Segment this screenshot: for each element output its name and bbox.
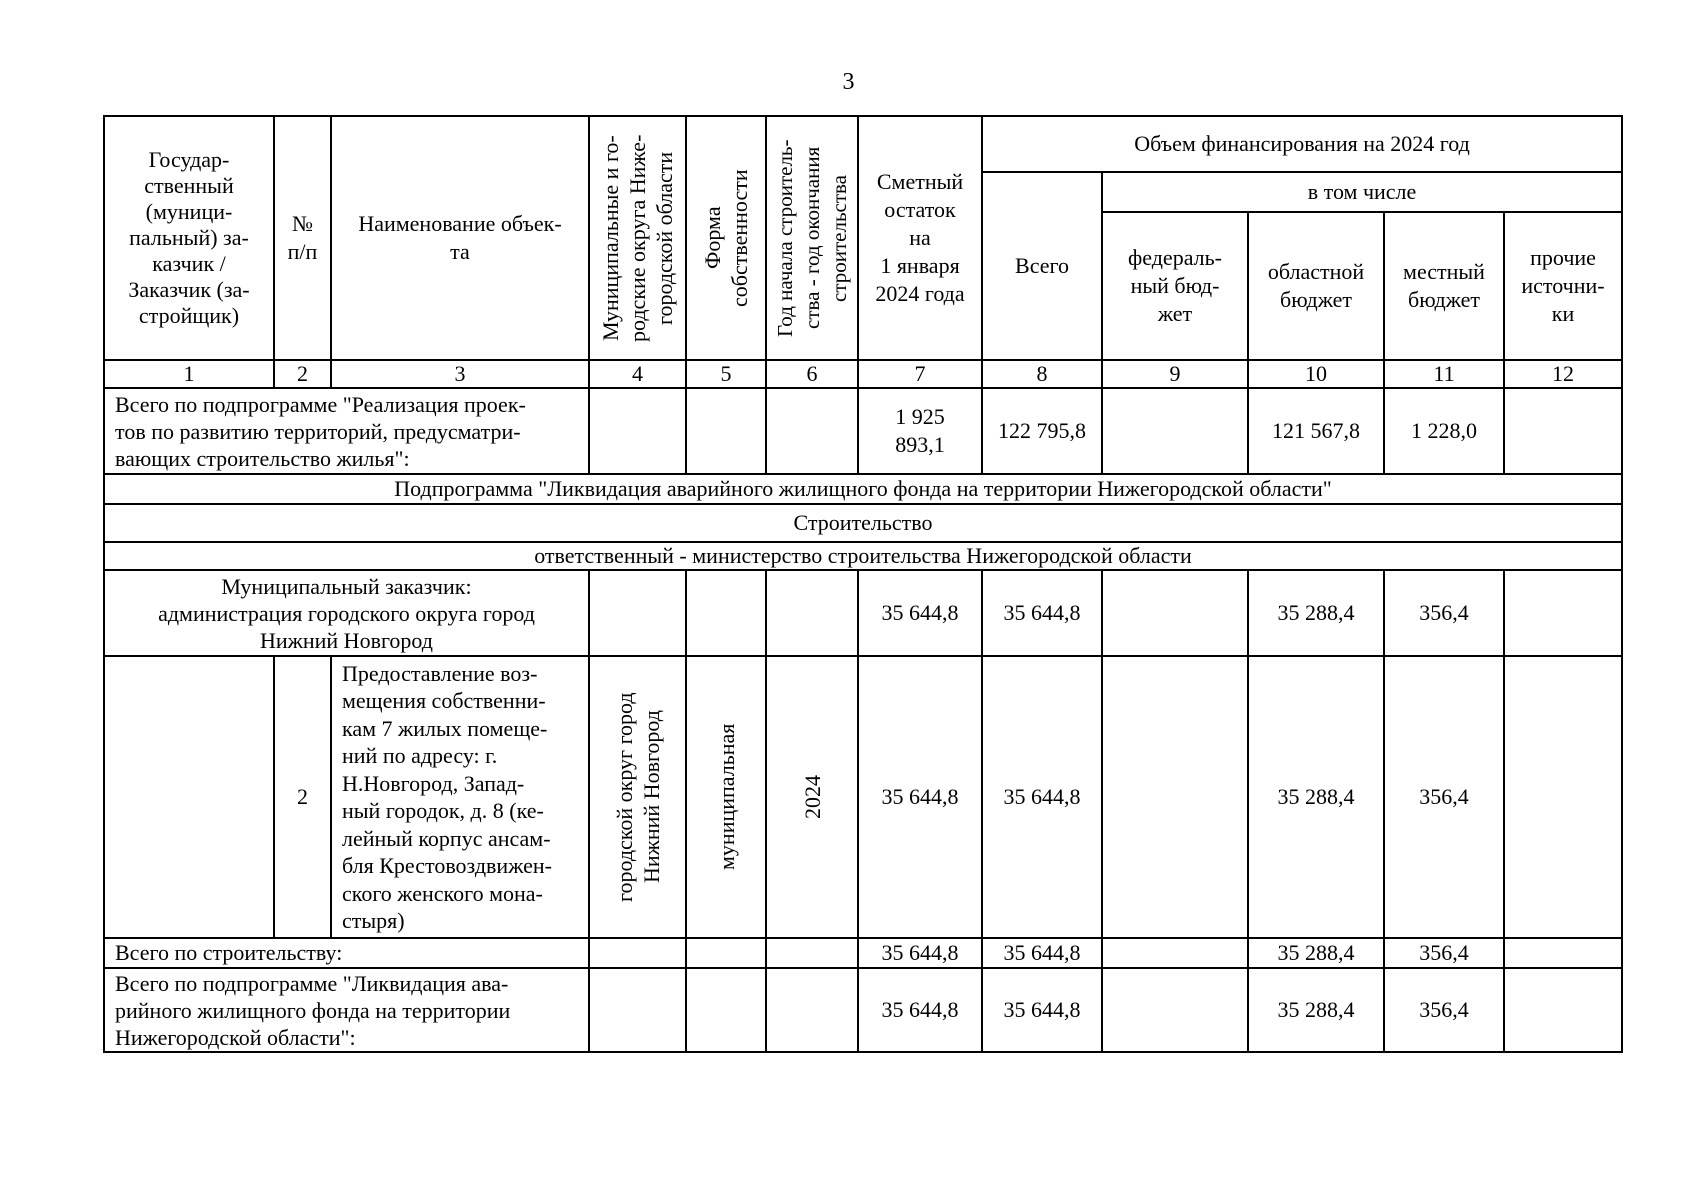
header-estimate: Сметный остаток на 1 января 2024 года <box>858 116 982 360</box>
cell-total: 35 644,8 <box>982 938 1102 968</box>
header-local: местный бюджет <box>1384 212 1504 360</box>
cell-total: 122 795,8 <box>982 388 1102 474</box>
header-ownership <box>686 116 766 360</box>
row-label: Всего по подпрограмме "Реализация проек- тов по развитию территорий, предусматри- вающих строительство жилья": <box>104 388 589 474</box>
header-municipality-text: Муниципальные и го- родские округа Ниже- городской области <box>598 134 677 342</box>
column-number: 5 <box>686 360 766 388</box>
cell-local: 356,4 <box>1384 938 1504 968</box>
cell-local: 356,4 <box>1384 968 1504 1052</box>
cell-estimate: 35 644,8 <box>858 570 982 656</box>
cell-other <box>1504 656 1622 938</box>
table-row-section-title <box>104 504 1622 542</box>
row-label: Муниципальный заказчик: администрация городского округа город Нижний Новгород <box>104 570 589 656</box>
header-municipality <box>589 116 686 360</box>
column-number: 11 <box>1384 360 1504 388</box>
column-numbers-row <box>104 360 1622 388</box>
cell-federal <box>1102 388 1248 474</box>
cell-years-text: 2024 <box>799 775 825 819</box>
cell-local: 356,4 <box>1384 656 1504 938</box>
cell-ownership <box>686 388 766 474</box>
row-label: Всего по строительству: <box>104 938 589 968</box>
header-years <box>766 116 858 360</box>
cell-ownership <box>686 656 766 938</box>
cell-local: 356,4 <box>1384 570 1504 656</box>
cell-municipality <box>589 656 686 938</box>
cell-federal <box>1102 570 1248 656</box>
cell-other <box>1504 938 1622 968</box>
cell-federal <box>1102 968 1248 1052</box>
cell-municipality <box>589 938 686 968</box>
table-row-construction-total <box>104 938 1622 968</box>
cell-total: 35 644,8 <box>982 570 1102 656</box>
column-number: 2 <box>274 360 331 388</box>
header-federal: федераль- ный бюд- жет <box>1102 212 1248 360</box>
column-number: 10 <box>1248 360 1384 388</box>
cell-years <box>766 656 858 938</box>
cell-regional: 35 288,4 <box>1248 656 1384 938</box>
column-number: 9 <box>1102 360 1248 388</box>
column-number: 8 <box>982 360 1102 388</box>
subprogram-title: Подпрограмма "Ликвидация аварийного жилищного фонда на территории Нижегородской области" <box>104 474 1622 504</box>
column-number: 7 <box>858 360 982 388</box>
header-object-name: Наименование объек- та <box>331 116 589 360</box>
section-title: Строительство <box>104 504 1622 542</box>
table-row-customer <box>104 570 1622 656</box>
cell-years <box>766 388 858 474</box>
cell-other <box>1504 968 1622 1052</box>
cell-other <box>1504 388 1622 474</box>
cell-municipality-text: городской округ город Нижний Новгород <box>611 692 664 902</box>
column-number: 12 <box>1504 360 1622 388</box>
cell-customer <box>104 656 274 938</box>
header-including: в том числе <box>1102 172 1622 212</box>
responsible-party: ответственный - министерство строительства Нижегородской области <box>104 542 1622 570</box>
cell-local: 1 228,0 <box>1384 388 1504 474</box>
header-customer: Государ- ственный (муници- пальный) за- казчик / Заказчик (за- стройщик) <box>104 116 274 360</box>
cell-regional: 121 567,8 <box>1248 388 1384 474</box>
cell-federal <box>1102 938 1248 968</box>
cell-regional: 35 288,4 <box>1248 570 1384 656</box>
cell-estimate: 35 644,8 <box>858 938 982 968</box>
row-label: Всего по подпрограмме "Ликвидация ава- рийного жилищного фонда на территории Нижегородской области": <box>104 968 589 1052</box>
cell-ownership <box>686 938 766 968</box>
cell-estimate: 1 925 893,1 <box>858 388 982 474</box>
table-row-object <box>104 656 1622 938</box>
header-total: Всего <box>982 172 1102 360</box>
header-years-text: Год начала строитель- ства - год окончания строительства <box>772 139 851 337</box>
cell-years <box>766 968 858 1052</box>
header-ownership-text: Форма собственности <box>700 169 752 307</box>
cell-total: 35 644,8 <box>982 656 1102 938</box>
cell-years <box>766 570 858 656</box>
column-number: 4 <box>589 360 686 388</box>
cell-municipality <box>589 388 686 474</box>
cell-municipality <box>589 968 686 1052</box>
cell-estimate: 35 644,8 <box>858 656 982 938</box>
cell-object-name: Предоставление воз- мещения собственни- кам 7 жилых помеще- ний по адресу: г. Н.Новгород, Запад- ный городок, д. 8 (ке- лейный корпус ансам- бля Крестовоздвижен- ского женского мона- стыря) <box>331 656 589 938</box>
table-row-responsible <box>104 542 1622 570</box>
column-number: 6 <box>766 360 858 388</box>
page-number: 3 <box>842 69 855 95</box>
header-regional: областной бюджет <box>1248 212 1384 360</box>
table-row-subprogram-title <box>104 474 1622 504</box>
cell-total: 35 644,8 <box>982 968 1102 1052</box>
cell-ownership-text: муниципальная <box>713 723 739 871</box>
cell-number: 2 <box>274 656 331 938</box>
column-number: 3 <box>331 360 589 388</box>
header-other: прочие источни- ки <box>1504 212 1622 360</box>
column-number: 1 <box>104 360 274 388</box>
header-funding: Объем финансирования на 2024 год <box>982 116 1622 172</box>
cell-regional: 35 288,4 <box>1248 968 1384 1052</box>
table-row-subprogram-total <box>104 968 1622 1052</box>
cell-ownership <box>686 570 766 656</box>
cell-municipality <box>589 570 686 656</box>
cell-federal <box>1102 656 1248 938</box>
cell-estimate: 35 644,8 <box>858 968 982 1052</box>
header-number: № п/п <box>274 116 331 360</box>
cell-other <box>1504 570 1622 656</box>
funding-table <box>103 115 1623 1053</box>
cell-regional: 35 288,4 <box>1248 938 1384 968</box>
table-row-previous-subprogram-total <box>104 388 1622 474</box>
header-row <box>104 116 1622 172</box>
cell-years <box>766 938 858 968</box>
cell-ownership <box>686 968 766 1052</box>
